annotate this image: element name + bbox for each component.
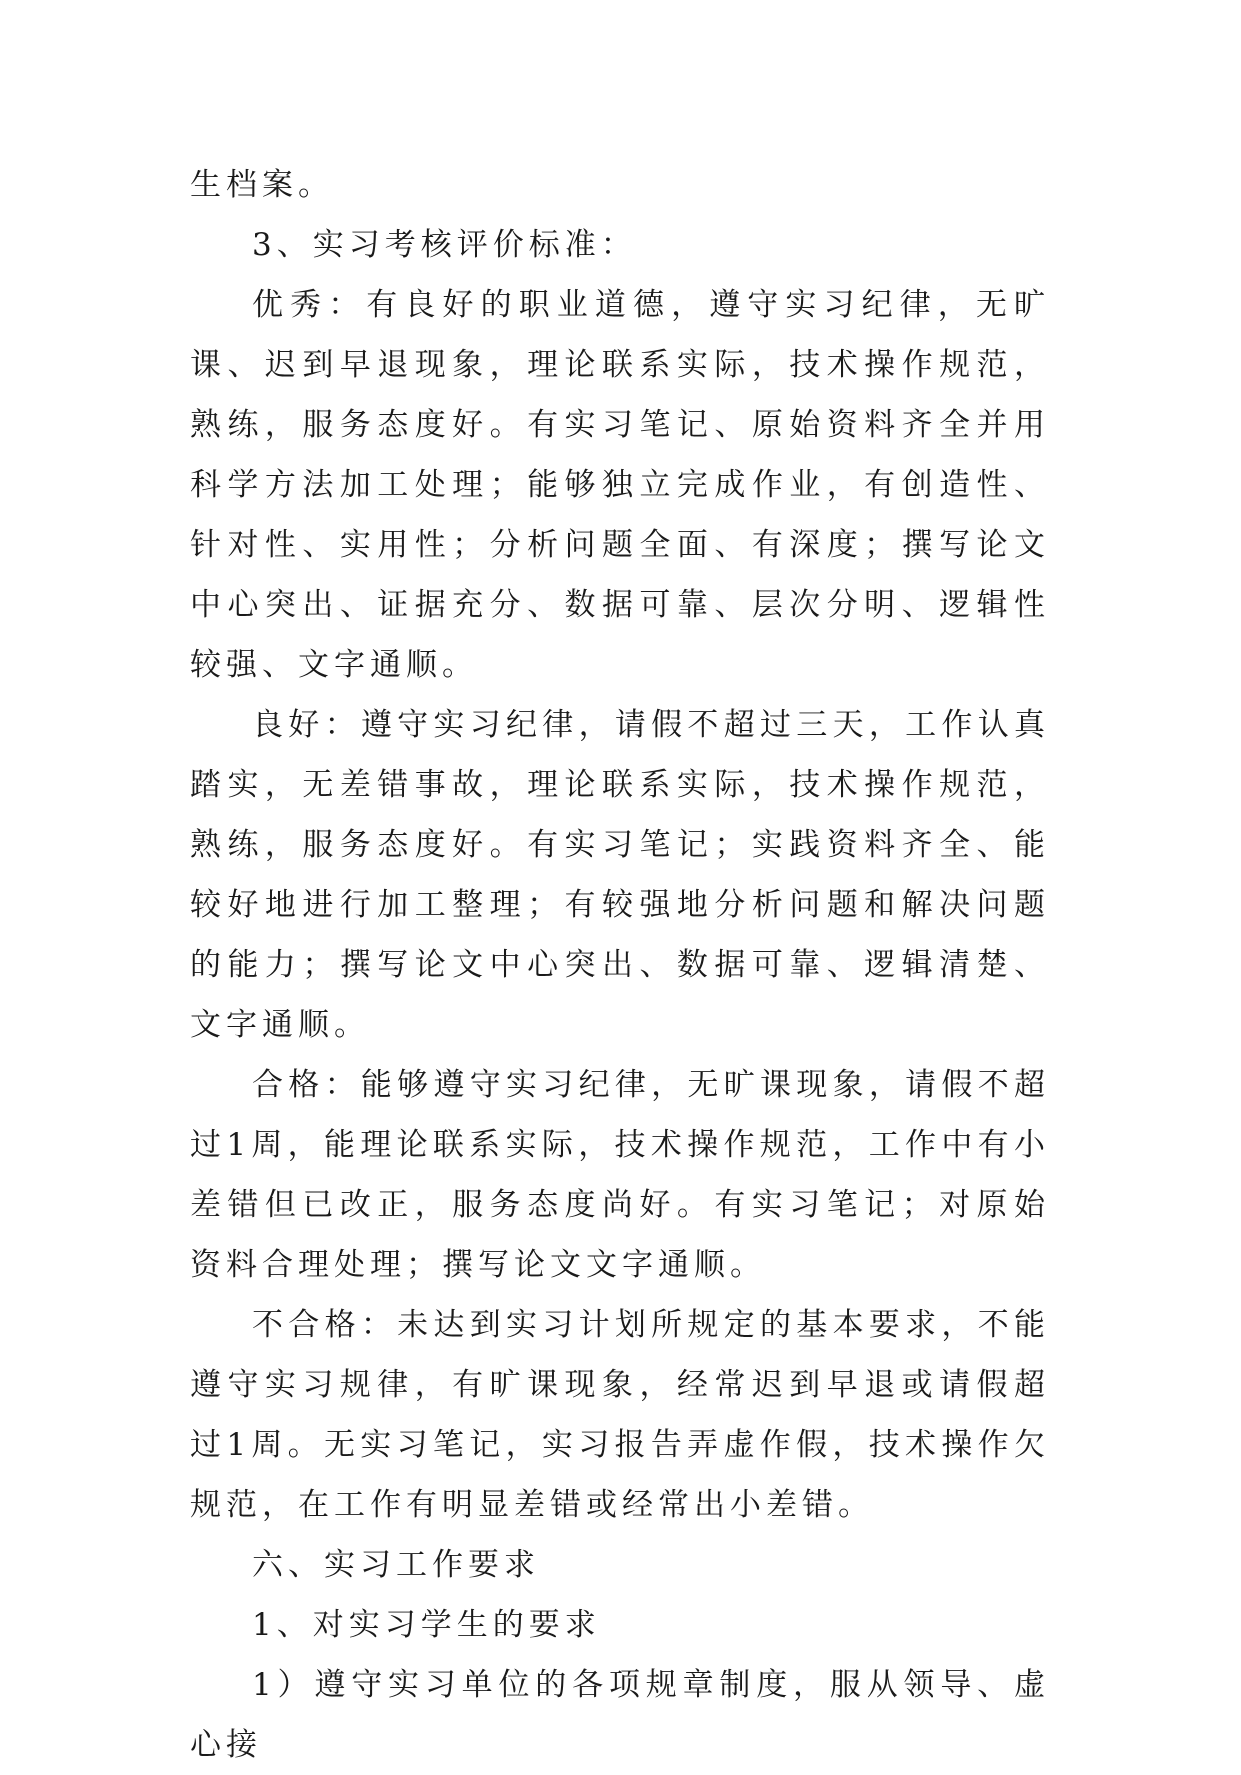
- subheading-student-requirements: 1、对实习学生的要求: [252, 1607, 601, 1643]
- paragraph-pass: 合格：能够遵守实习纪律，无旷课现象，请假不超过1周，能理论联系实际，技术操作规范，工作中有小差错但已改正，服务态度尚好。有实习笔记；对原始资料合理处理；撰写论文文字通顺。: [190, 1067, 1050, 1283]
- section-heading-requirements: 六、实习工作要求: [252, 1547, 540, 1583]
- document-body: [190, 155, 1050, 1775]
- paragraph-fail: 不合格：未达到实习计划所规定的基本要求，不能遵守实习规律，有旷课现象，经常迟到早退或请假超过1周。无实习笔记，实习报告弄虚作假，技术操作欠规范，在工作有明显差错或经常出小差错。: [190, 1307, 1050, 1523]
- paragraph-continuation: 生档案。: [190, 167, 334, 203]
- paragraph-good: 良好：遵守实习纪律，请假不超过三天，工作认真踏实，无差错事故，理论联系实际，技术操作规范，熟练，服务态度好。有实习笔记；实践资料齐全、能较好地进行加工整理；有较强地分析问题和解决问题的能力；撰写论文中心突出、数据可靠、逻辑清楚、文字通顺。: [190, 707, 1050, 1043]
- list-item-1: 1）遵守实习单位的各项规章制度，服从领导、虚心接: [190, 1667, 1050, 1763]
- paragraph-excellent: 优秀：有良好的职业道德，遵守实习纪律，无旷课、迟到早退现象，理论联系实际，技术操作规范，熟练，服务态度好。有实习笔记、原始资料齐全并用科学方法加工处理；能够独立完成作业，有创造性、针对性、实用性；分析问题全面、有深度；撰写论文中心突出、证据充分、数据可靠、层次分明、逻辑性较强、文字通顺。: [190, 287, 1050, 683]
- heading-evaluation-criteria: 3、实习考核评价标准：: [252, 227, 637, 263]
